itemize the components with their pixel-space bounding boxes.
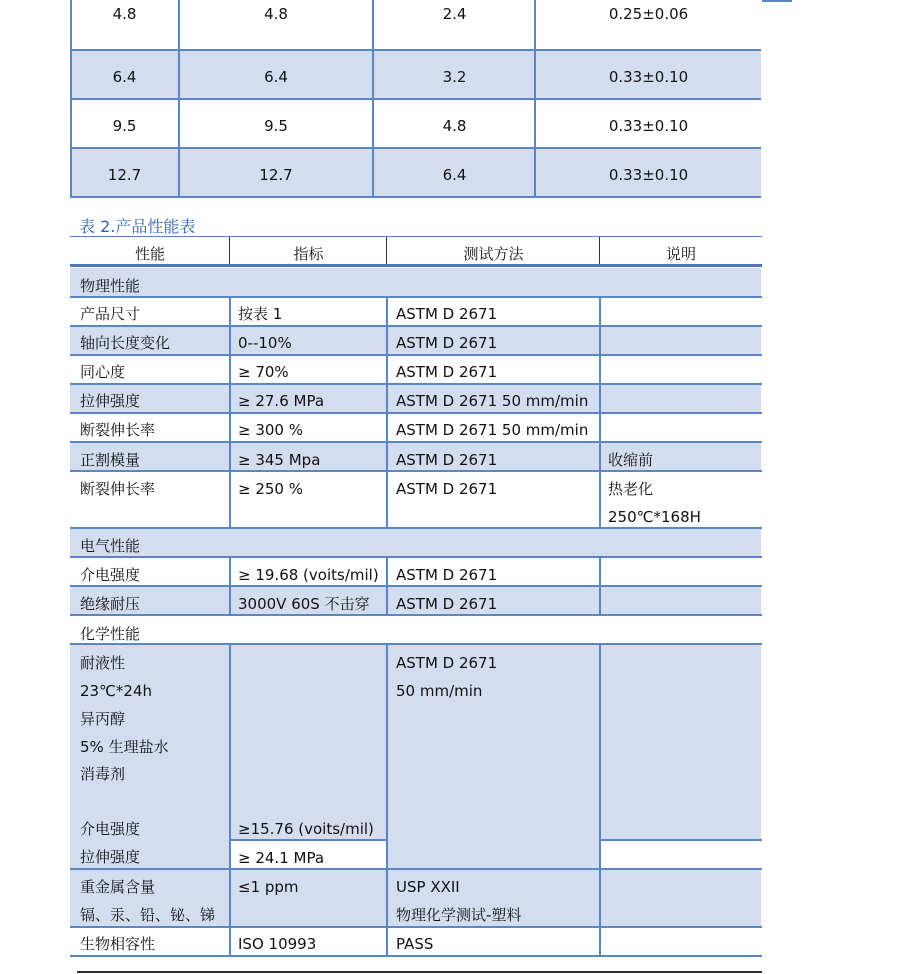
table-row	[70, 149, 761, 196]
property-cell: 同心度	[80, 363, 126, 381]
table-top-rule	[762, 0, 792, 2]
section-title: 物理性能	[80, 277, 141, 295]
cell: 6.4	[264, 68, 288, 86]
column-divider	[534, 0, 536, 198]
spec-cell: ≥ 70%	[238, 363, 289, 381]
spec-cell: ≥ 250 %	[238, 480, 303, 498]
cell: 0.33±0.10	[608, 166, 689, 184]
page-bottom-rule	[77, 971, 762, 973]
method-cell: USP XXII	[396, 878, 460, 896]
row-divider	[70, 49, 761, 51]
column-divider	[178, 0, 180, 198]
table-caption: 表 2.产品性能表	[79, 217, 196, 236]
method-cell: 50 mm/min	[396, 682, 483, 700]
spec-cell: ≥ 24.1 MPa	[238, 849, 325, 867]
column-divider	[599, 237, 600, 264]
method-cell: ASTM D 2671	[396, 595, 498, 613]
property-cell: 耐液性	[80, 654, 126, 672]
method-cell: ASTM D 2671	[396, 566, 498, 584]
note-cell: 热老化	[608, 480, 654, 498]
table-row	[70, 0, 761, 47]
method-cell: ASTM D 2671 50 mm/min	[396, 421, 589, 439]
column-divider	[229, 237, 230, 264]
column-header: 测试方法	[463, 245, 524, 263]
cell: 4.8	[264, 5, 288, 23]
property-cell: 消毒剂	[80, 765, 126, 783]
method-cell: ASTM D 2671	[396, 451, 498, 469]
row-divider	[70, 98, 761, 100]
cell: 12.7	[107, 166, 142, 184]
property-cell: 产品尺寸	[80, 305, 141, 323]
row-divider	[70, 412, 762, 414]
property-cell: 镉、汞、铅、铋、锑	[80, 906, 216, 924]
column-divider	[229, 556, 231, 615]
header-top-rule	[70, 236, 762, 237]
property-cell: 断裂伸长率	[80, 480, 156, 498]
section-band	[70, 268, 761, 297]
section-title: 电气性能	[80, 537, 141, 555]
row-divider	[230, 839, 387, 841]
cell: 6.4	[442, 166, 467, 184]
method-cell: 物理化学测试-塑料	[396, 906, 522, 924]
column-header: 指标	[293, 245, 324, 263]
property-cell: 5% 生理盐水	[80, 738, 169, 756]
method-cell: ASTM D 2671	[396, 480, 498, 498]
cell: 2.4	[442, 5, 467, 23]
row-divider	[70, 955, 762, 957]
property-cell: 重金属含量	[80, 878, 156, 896]
column-divider	[599, 296, 601, 528]
section-title: 化学性能	[80, 625, 141, 643]
spec-cell: ≥15.76 (voits/mil)	[238, 820, 374, 838]
cell: 6.4	[112, 68, 137, 86]
property-cell: 生物相容性	[80, 935, 156, 953]
method-cell: ASTM D 2671	[396, 334, 498, 352]
row-divider	[70, 147, 761, 149]
method-cell: ASTM D 2671	[396, 654, 498, 672]
method-cell: PASS	[396, 935, 434, 953]
spec-cell: ISO 10993	[238, 935, 317, 953]
column-divider	[599, 643, 601, 956]
property-cell: 拉伸强度	[80, 848, 141, 866]
cell: 4.8	[112, 5, 137, 23]
header-bottom-rule	[70, 264, 762, 267]
property-cell: 正割模量	[80, 451, 141, 469]
property-cell: 异丙醇	[80, 710, 126, 728]
section-band	[70, 529, 761, 558]
cell: 9.5	[112, 117, 137, 135]
property-cell: 介电强度	[80, 820, 141, 838]
spec-cell: 0--10%	[238, 334, 292, 352]
row-divider	[70, 441, 762, 443]
row-divider	[70, 868, 762, 870]
column-divider	[229, 643, 231, 956]
column-header: 说明	[665, 245, 696, 263]
row-divider	[70, 296, 762, 298]
cell: 3.2	[442, 68, 467, 86]
method-cell: ASTM D 2671	[396, 363, 498, 381]
spec-cell: ≥ 345 Mpa	[238, 451, 321, 469]
row-divider	[70, 196, 761, 198]
table-row	[70, 51, 761, 98]
column-divider	[386, 643, 388, 956]
row-divider	[70, 556, 762, 558]
row-divider	[70, 470, 762, 472]
column-divider	[599, 556, 601, 615]
cell: 12.7	[259, 166, 293, 184]
property-cell: 轴向长度变化	[80, 334, 171, 352]
cell: 9.5	[264, 117, 288, 135]
method-cell: ASTM D 2671	[396, 305, 498, 323]
spec-cell: 按表 1	[238, 305, 283, 323]
spec-cell: ≥ 19.68 (voits/mil)	[238, 566, 379, 584]
property-cell: 断裂伸长率	[80, 421, 156, 439]
property-cell: 23℃*24h	[80, 682, 153, 700]
row-band	[386, 840, 601, 869]
spec-cell: 3000V 60S 不击穿	[238, 595, 370, 613]
cell: 4.8	[442, 117, 467, 135]
row-divider	[70, 926, 762, 928]
property-cell: 介电强度	[80, 566, 141, 584]
cell: 0.33±0.10	[608, 117, 689, 135]
row-divider	[70, 643, 762, 645]
row-band	[70, 645, 761, 840]
column-divider	[386, 296, 388, 528]
row-divider	[70, 383, 762, 385]
column-divider	[386, 237, 387, 264]
spec-cell: ≥ 300 %	[238, 421, 303, 439]
cell: 0.33±0.10	[608, 68, 689, 86]
property-cell: 拉伸强度	[80, 392, 141, 410]
method-cell: ASTM D 2671 50 mm/min	[396, 392, 589, 410]
cell: 0.25±0.06	[608, 5, 689, 23]
property-cell: 绝缘耐压	[80, 595, 141, 613]
column-divider	[229, 296, 231, 528]
spec-cell: ≥ 27.6 MPa	[238, 392, 325, 410]
column-header: 性能	[134, 245, 165, 263]
note-cell: 收缩前	[608, 451, 654, 469]
spec-cell: ≤1 ppm	[238, 878, 299, 896]
row-divider	[70, 354, 762, 356]
column-divider	[372, 0, 374, 198]
row-divider	[70, 614, 762, 616]
table-row	[70, 100, 761, 147]
column-divider	[70, 0, 72, 198]
column-divider	[386, 556, 388, 615]
row-divider	[70, 527, 762, 529]
row-divider	[70, 585, 762, 587]
row-divider	[70, 325, 762, 327]
row-divider	[600, 839, 762, 841]
note-cell: 250℃*168H	[608, 508, 701, 526]
